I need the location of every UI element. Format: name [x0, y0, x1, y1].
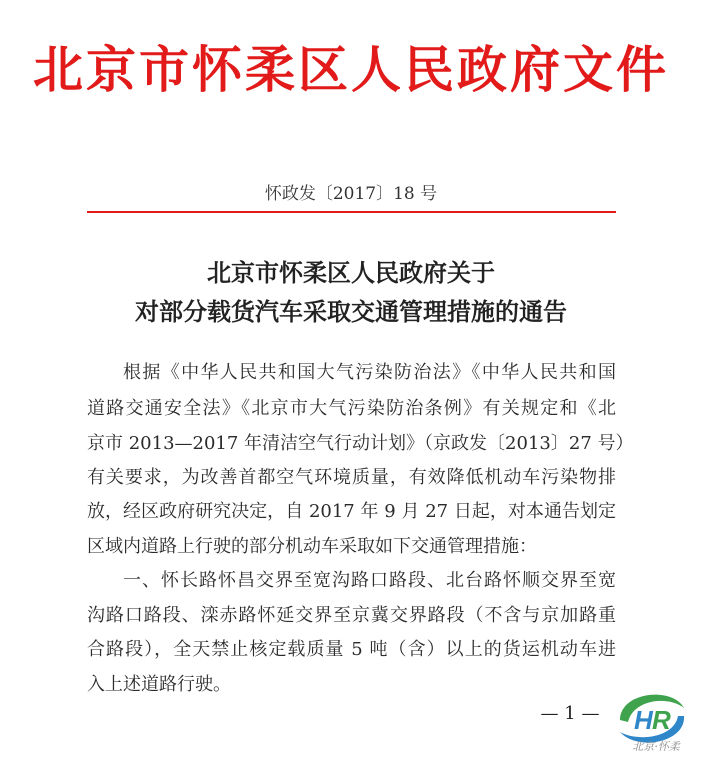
logo-caption: 北京·怀柔 — [632, 740, 680, 753]
body-line: 入上述道路行驶。 — [87, 674, 231, 695]
body-line: 合路段），全天禁止核定载质量 5 吨（含）以上的货运机动车进 — [87, 639, 616, 660]
svg-text:R: R — [652, 705, 671, 735]
body-line: 道路交通安全法》《北京市大气污染防治条例》有关规定和《北 — [87, 398, 616, 419]
svg-text:H: H — [634, 705, 653, 735]
red-divider — [87, 211, 616, 213]
body-line: 一、怀长路怀昌交界至宽沟路口路段、北台路怀顺交界至宽 — [123, 570, 616, 591]
body-line: 有关要求，为改善首都空气环境质量，有效降低机动车污染物排 — [87, 467, 616, 488]
body-line: 放，经区政府研究决定，自 2017 年 9 月 27 日起，对本通告划定 — [87, 501, 616, 522]
body-line: 根据《中华人民共和国大气污染防治法》《中华人民共和国 — [123, 362, 616, 383]
body-line: 沟路口路段、滦赤路怀延交界至京冀交界路段（不含与京加路重 — [87, 605, 616, 626]
body-line: 京市 2013—2017 年清洁空气行动计划》（京政发〔2013〕27 号） — [87, 433, 634, 454]
body-line: 区域内道路上行驶的部分机动车采取如下交通管理措施： — [87, 536, 537, 557]
notice-title-line-1: 北京市怀柔区人民政府关于 — [207, 258, 495, 287]
page-number: — 1 — — [540, 703, 600, 724]
document-number: 怀政发〔2017〕18 号 — [264, 184, 438, 204]
document-header-title: 北京市怀柔区人民政府文件 — [33, 40, 669, 99]
notice-title-line-2: 对部分载货汽车采取交通管理措施的通告 — [135, 297, 567, 326]
